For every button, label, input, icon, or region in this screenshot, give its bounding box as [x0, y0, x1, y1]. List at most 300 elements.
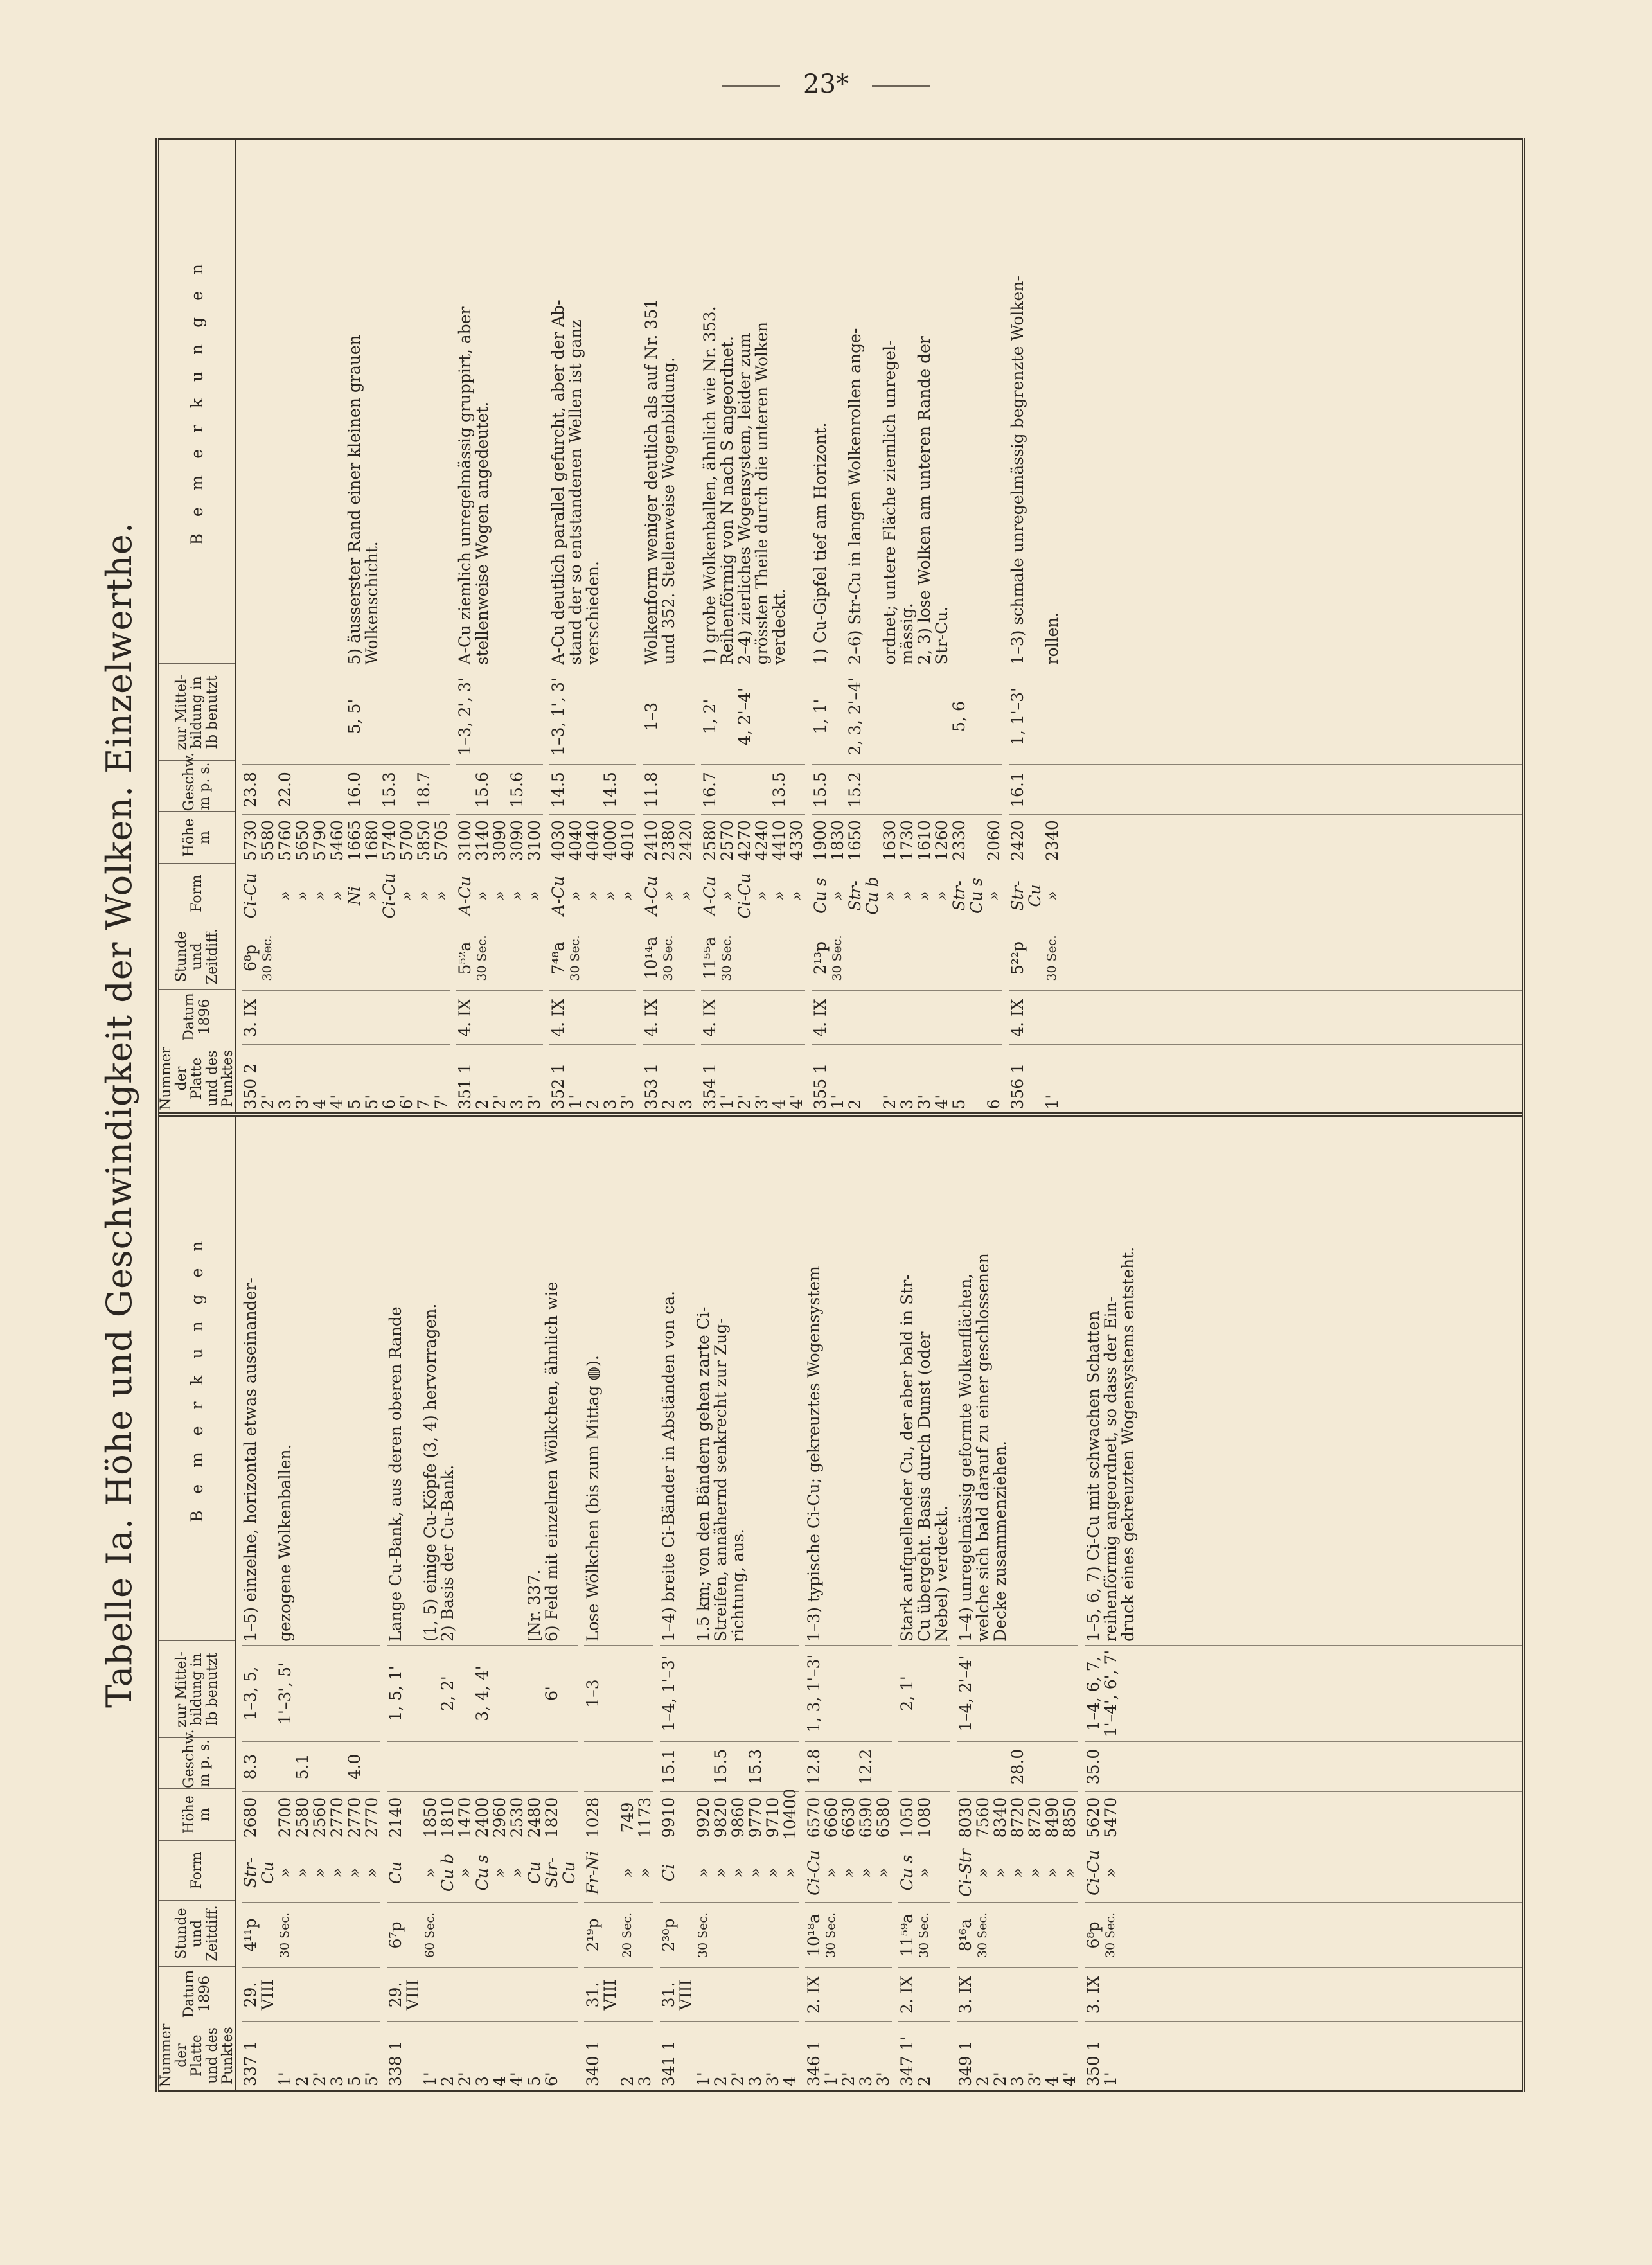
cell-ho: 2060	[985, 815, 1002, 866]
cell-ho: 2480	[526, 1791, 543, 1843]
table-row	[584, 140, 601, 1113]
cell-bem	[619, 140, 636, 668]
cell-gs	[1044, 765, 1061, 815]
cell-dat: 4. IX	[643, 991, 660, 1045]
cell-fm: Cu b	[439, 1843, 456, 1902]
table-row	[242, 1117, 276, 2090]
cell-gs	[432, 765, 450, 815]
cell-mi	[363, 668, 380, 765]
table-row	[985, 140, 1002, 1113]
cell-ho: 1470	[456, 1791, 474, 1843]
cell-ho: 5620	[1085, 1791, 1102, 1843]
cell-st	[415, 925, 432, 991]
cell-ho: 2770	[328, 1791, 346, 1843]
cell-dat	[933, 991, 950, 1045]
cell-ho: 8720	[1026, 1791, 1044, 1843]
cell-gs	[363, 765, 380, 815]
cell-mi	[242, 668, 259, 765]
table-row	[1119, 1117, 1137, 2090]
cell-st	[398, 925, 415, 991]
cell-mi	[526, 668, 543, 765]
cell-ho: 1680	[363, 815, 380, 866]
cell-num: 3'	[619, 1045, 636, 1113]
cell-dat	[1044, 991, 1061, 1045]
cell-dat	[747, 1967, 764, 2021]
cell-num: 2'	[881, 1045, 898, 1113]
cell-mi	[660, 668, 677, 765]
cell-ho: 5700	[398, 815, 415, 866]
cell-bem: (1, 5) einige Cu-Köpfe (3, 4) hervorragen.	[421, 1303, 440, 1642]
fill-num	[1061, 1045, 1522, 1113]
cell-st	[788, 925, 805, 991]
cell-dat	[601, 991, 619, 1045]
cell-num: 1'	[1044, 1045, 1061, 1113]
cell-st	[491, 925, 508, 991]
cell-gs: 15.6	[508, 765, 526, 815]
cell-st: 11⁵⁹a	[898, 1902, 916, 1967]
cell-dat	[294, 991, 311, 1045]
fill-mi	[1061, 668, 1522, 765]
cell-mi: 1–3, 5,	[242, 1645, 276, 1741]
cell-st	[584, 925, 601, 991]
cell-mi	[974, 1645, 991, 1741]
cell-dat	[1009, 1967, 1026, 2021]
cell-dat	[898, 991, 916, 1045]
cell-num: 350 2	[242, 1045, 259, 1113]
cell-st: 2¹⁹p	[584, 1902, 619, 1967]
cell-num: 1'	[567, 1045, 584, 1113]
table-row	[311, 140, 328, 1113]
cell-gs	[1061, 1741, 1078, 1791]
cell-dat	[916, 991, 933, 1045]
cell-gs	[422, 1741, 439, 1791]
cell-fm: »	[508, 1843, 526, 1902]
cell-num: 3	[474, 2021, 491, 2090]
cell-dat	[328, 991, 346, 1045]
header-num	[159, 1044, 235, 1113]
cell-dat	[619, 1967, 636, 2021]
fill-dat	[1061, 991, 1522, 1045]
cell-num: 3	[747, 2021, 764, 2090]
cell-gs	[276, 1741, 294, 1791]
cell-ho: 5740	[380, 815, 398, 866]
cell-mi	[840, 1645, 857, 1741]
cell-num: 3	[677, 1045, 695, 1113]
table-row	[259, 140, 276, 1113]
cell-bem: 1) grobe Wolkenballen, ähnlich wie Nr. 353.	[700, 306, 719, 665]
cell-fm: »	[718, 866, 736, 925]
cell-st	[346, 1902, 363, 1967]
table-row	[660, 140, 677, 1113]
cell-num: 3'	[1026, 2021, 1044, 2090]
cell-bem	[601, 140, 619, 668]
cell-num: 4'	[1061, 2021, 1078, 2090]
header-line: Nummer	[158, 2023, 174, 2088]
table-row	[276, 1117, 294, 2090]
cell-bem: gezogene Wolkenballen.	[276, 1444, 294, 1642]
cell-bem	[788, 140, 805, 668]
header-line: Datum	[181, 1969, 197, 2018]
cell-num	[1119, 2021, 1137, 2090]
cell-fm: »	[916, 866, 933, 925]
cell-gs: 22.0	[276, 765, 294, 815]
cell-num: 354 1	[701, 1045, 718, 1113]
cell-mi	[764, 1645, 781, 1741]
cell-bem	[1061, 1117, 1078, 1646]
cell-bem	[456, 1117, 474, 1646]
header-line: Zeitdiff.	[204, 928, 220, 985]
cell-fm: »	[328, 1843, 346, 1902]
header-gs	[159, 1729, 235, 1788]
cell-st	[526, 925, 543, 991]
cell-mi: 1, 5, 1'	[387, 1645, 422, 1741]
cell-st	[764, 1902, 781, 1967]
cell-st: 2¹³p	[812, 925, 829, 991]
cell-gs	[788, 765, 805, 815]
cell-bem: 1.5 km; von den Bändern gehen zarte Ci-	[694, 1306, 713, 1642]
table-row	[881, 140, 898, 1113]
cell-bem: 1) Cu-Gipfel tief am Horizont.	[811, 422, 830, 665]
cell-fm: »	[829, 866, 846, 925]
cell-st: 30 Sec.	[718, 925, 736, 991]
cell-num: 4'	[328, 1045, 346, 1113]
cell-fm: »	[328, 866, 346, 925]
cell-ho: 9910	[660, 1791, 695, 1843]
cell-gs	[718, 765, 736, 815]
header-line: und des	[204, 2027, 220, 2084]
cell-dat	[840, 1967, 857, 2021]
cell-st: 30 Sec.	[474, 925, 491, 991]
cell-dat: 2. IX	[898, 1967, 916, 2021]
cell-num: 2	[974, 2021, 991, 2090]
cell-fm: »	[584, 866, 601, 925]
cell-fm: Cu	[526, 1843, 543, 1902]
cell-dat	[695, 1967, 712, 2021]
cell-st	[311, 1902, 328, 1967]
cell-mi	[729, 1645, 747, 1741]
cell-fm: »	[346, 1843, 363, 1902]
header-num	[159, 2021, 235, 2090]
cell-gs: 11.8	[643, 765, 660, 815]
cell-bem	[311, 1117, 328, 1646]
cell-mi	[1061, 1645, 1078, 1741]
cell-mi: 1, 2'	[701, 668, 718, 765]
cell-bem: 1–4) unregelmässig geformte Wolkenflächen,	[956, 1273, 975, 1642]
table-row	[294, 1117, 311, 2090]
cell-gs	[474, 1741, 491, 1791]
cell-fm: A-Cu	[701, 866, 718, 925]
fill-ho	[1061, 815, 1522, 866]
cell-gs	[328, 765, 346, 815]
cell-gs: 16.7	[701, 765, 718, 815]
cell-fm: »	[881, 866, 898, 925]
table-title: Tabelle Ia. Höhe und Geschwindigkeit der Wolken. Einzelwerthe.	[99, 522, 139, 1708]
table-row	[474, 1117, 491, 2090]
cell-bem	[491, 1117, 508, 1646]
cell-dat	[736, 991, 753, 1045]
cell-st	[311, 925, 328, 991]
cell-st	[770, 925, 788, 991]
cell-mi: 3, 4, 4'	[474, 1645, 491, 1741]
cell-num: 2	[660, 1045, 677, 1113]
cell-dat	[415, 991, 432, 1045]
cell-ho: 9920	[695, 1791, 712, 1843]
cell-st	[875, 1902, 892, 1967]
cell-mi	[363, 1645, 380, 1741]
cell-gs	[1102, 1741, 1119, 1791]
cell-bem: Decke zusammenziehen.	[991, 1441, 1009, 1642]
cell-bem: grössten Theile durch die unteren Wolken	[752, 321, 771, 665]
cell-fm: A-Cu	[549, 866, 567, 925]
header-line: Höhe	[181, 1795, 197, 1834]
cell-bem: 2–4) zierliches Wogensystem, leider zum	[735, 333, 754, 665]
cell-dat	[677, 991, 695, 1045]
cell-dat	[1102, 1967, 1119, 2021]
cell-num: 7	[415, 1045, 432, 1113]
cell-fm: »	[567, 866, 584, 925]
cell-gs: 14.5	[601, 765, 619, 815]
table-row	[1009, 1117, 1026, 2090]
cell-st	[543, 1902, 578, 1967]
cell-st	[1119, 1902, 1137, 1967]
cell-bem: [Nr. 337.	[525, 1569, 544, 1642]
cell-fm: »	[526, 866, 543, 925]
cell-gs	[328, 1741, 346, 1791]
header-gs	[159, 752, 235, 812]
cell-bem	[276, 140, 294, 668]
cell-mi	[916, 668, 933, 765]
cell-st	[991, 1902, 1009, 1967]
table-row	[788, 140, 805, 1113]
header-dat	[159, 990, 235, 1044]
cell-num: 346 1	[805, 2021, 822, 2090]
cell-gs	[584, 765, 601, 815]
right-panel	[159, 138, 1522, 1117]
cell-mi	[636, 1645, 653, 1741]
cell-st	[881, 925, 898, 991]
fill-gs	[1061, 765, 1522, 815]
cell-ho: 6630	[840, 1791, 857, 1843]
cell-ho: 6660	[822, 1791, 840, 1843]
cell-st: 7⁴⁸a	[549, 925, 567, 991]
cell-st	[677, 925, 695, 991]
cell-ho: 8850	[1061, 1791, 1078, 1843]
cell-st	[328, 925, 346, 991]
cell-st	[619, 925, 636, 991]
cell-num: 1'	[822, 2021, 840, 2090]
table-row	[846, 140, 881, 1113]
cell-num: 2'	[991, 2021, 1009, 2090]
cell-dat	[636, 1967, 653, 2021]
cell-mi	[619, 1645, 636, 1741]
header-line: Stunde	[173, 930, 190, 982]
header-mi	[159, 664, 235, 761]
cell-fm: »	[474, 866, 491, 925]
cell-num: 338 1	[387, 2021, 422, 2090]
cell-dat	[311, 991, 328, 1045]
cell-ho: 9860	[729, 1791, 747, 1843]
cell-num: 2'	[456, 2021, 474, 2090]
cell-fm: Ci-Cu	[1085, 1843, 1102, 1902]
cell-dat	[259, 991, 276, 1045]
cell-st	[753, 925, 770, 991]
cell-mi: 1–4, 6, 7,	[1085, 1645, 1102, 1741]
cell-st	[1026, 1902, 1044, 1967]
cell-st	[508, 925, 526, 991]
cell-bem	[1044, 1117, 1061, 1646]
cell-dat	[881, 991, 898, 1045]
cell-bem	[242, 140, 259, 668]
cell-bem: 1–5, 6, 7) Ci-Cu mit schwachen Schatten	[1084, 1310, 1103, 1642]
cell-gs	[916, 1741, 933, 1791]
cell-dat	[491, 991, 508, 1045]
cell-mi	[491, 1645, 508, 1741]
cell-mi	[526, 1645, 543, 1741]
cell-gs: 15.6	[474, 765, 491, 815]
cell-fm: Ci-Str	[957, 1843, 974, 1902]
cell-gs	[508, 1741, 526, 1791]
cell-st	[380, 925, 398, 991]
cell-mi: 1, 3, 1'–3'	[805, 1645, 822, 1741]
cell-gs: 12.8	[805, 1741, 822, 1791]
cell-bem	[380, 140, 398, 668]
table-row	[363, 1117, 380, 2090]
cell-bem: reihenförmig angeordnet, so dass der Ein-	[1101, 1296, 1120, 1642]
cell-st: 30 Sec.	[1044, 925, 1061, 991]
cell-bem	[294, 1117, 311, 1646]
cell-ho: 4010	[619, 815, 636, 866]
cell-st	[508, 1902, 526, 1967]
cell-mi	[294, 1645, 311, 1741]
fill-gs	[1137, 1741, 1522, 1791]
cell-st	[474, 1902, 491, 1967]
cell-gs	[526, 765, 543, 815]
cell-ho: 2420	[1009, 815, 1044, 866]
cell-dat	[508, 1967, 526, 2021]
table-row	[950, 140, 985, 1113]
cell-bem: stand der so entstandenen Wellen ist ganz	[566, 319, 585, 665]
cell-gs	[829, 765, 846, 815]
cell-gs	[881, 765, 898, 815]
cell-ho: 2770	[346, 1791, 363, 1843]
cell-st: 30 Sec.	[822, 1902, 840, 1967]
cell-ho: 10400	[781, 1791, 799, 1843]
cell-bem: Lose Wölkchen (bis zum Mittag ◍).	[583, 1355, 602, 1642]
cell-num: 340 1	[584, 2021, 619, 2090]
cell-gs: 16.1	[1009, 765, 1044, 815]
cell-gs	[387, 1741, 422, 1791]
table-fill	[1137, 1117, 1522, 2090]
cell-ho: 2410	[643, 815, 660, 866]
cell-mi	[781, 1645, 799, 1741]
cell-num: 6	[380, 1045, 398, 1113]
cell-st	[1044, 1902, 1061, 1967]
cell-gs: 15.1	[660, 1741, 695, 1791]
table-row	[957, 1117, 974, 2090]
cell-fm: »	[311, 866, 328, 925]
cell-fm: »	[747, 1843, 764, 1902]
table-row	[584, 1117, 619, 2090]
header-st	[159, 1900, 235, 1966]
cell-num: 5	[526, 2021, 543, 2090]
table-row	[456, 140, 474, 1113]
cell-bem	[432, 140, 450, 668]
cell-gs	[543, 1741, 578, 1791]
cell-fm: »	[311, 1843, 328, 1902]
cell-fm: »	[781, 1843, 799, 1902]
rotated-table-page	[84, 138, 1520, 2092]
cell-gs: 28.0	[1009, 1741, 1026, 1791]
cell-gs	[840, 1741, 857, 1791]
table-row	[1009, 140, 1044, 1113]
cell-fm: »	[822, 1843, 840, 1902]
cell-fm: Cu	[387, 1843, 422, 1902]
cell-st: 30 Sec.	[695, 1902, 712, 1967]
cell-ho: 4040	[584, 815, 601, 866]
cell-bem	[526, 140, 543, 668]
cell-gs: 12.2	[857, 1741, 875, 1791]
table-row	[432, 140, 450, 1113]
cell-st	[276, 925, 294, 991]
table-header	[159, 1117, 236, 2090]
cell-mi: 1–3, 1', 3'	[549, 668, 567, 765]
cell-num: 4	[770, 1045, 788, 1113]
cell-gs	[456, 765, 474, 815]
cell-st: 2³⁰p	[660, 1902, 695, 1967]
cell-bem	[875, 1117, 892, 1646]
cell-dat: 3. IX	[242, 991, 259, 1045]
cell-num: 2	[474, 1045, 491, 1113]
cell-fm: »	[875, 1843, 892, 1902]
cell-mi	[933, 668, 950, 765]
cell-dat	[1061, 1967, 1078, 2021]
cell-gs	[898, 1741, 916, 1791]
cell-ho: 1630	[881, 815, 898, 866]
cell-dat	[526, 1967, 543, 2021]
header-dat	[159, 1966, 235, 2021]
cell-gs	[439, 1741, 456, 1791]
cell-st	[729, 1902, 747, 1967]
cell-ho: 4030	[549, 815, 567, 866]
cell-mi	[601, 668, 619, 765]
cell-bem: Wolkenform weniger deutlich als auf Nr. 351	[642, 298, 661, 665]
table-row	[474, 140, 491, 1113]
cell-num: 4	[781, 2021, 799, 2090]
cell-num: 2	[294, 2021, 311, 2090]
table-row	[387, 1117, 422, 2090]
cell-dat	[474, 1967, 491, 2021]
cell-ho: 749	[619, 1791, 636, 1843]
cell-fm: »	[601, 866, 619, 925]
cell-fm: »	[788, 866, 805, 925]
cell-ho: 2560	[311, 1791, 328, 1843]
cell-num: 4	[311, 1045, 328, 1113]
cell-num: 3'	[526, 1045, 543, 1113]
cell-fm: Str-Cu	[242, 1843, 276, 1902]
header-mi	[159, 1640, 235, 1737]
cell-dat	[712, 1967, 729, 2021]
cell-mi	[1119, 1645, 1137, 1741]
cell-dat	[491, 1967, 508, 2021]
cell-num: 1'	[718, 1045, 736, 1113]
cell-dat: 3. IX	[957, 1967, 974, 2021]
cell-dat	[822, 1967, 840, 2021]
cell-gs	[567, 765, 584, 815]
cell-gs	[875, 1741, 892, 1791]
cell-num: 3	[898, 1045, 916, 1113]
table-row	[916, 140, 933, 1113]
cell-ho: 9770	[747, 1791, 764, 1843]
